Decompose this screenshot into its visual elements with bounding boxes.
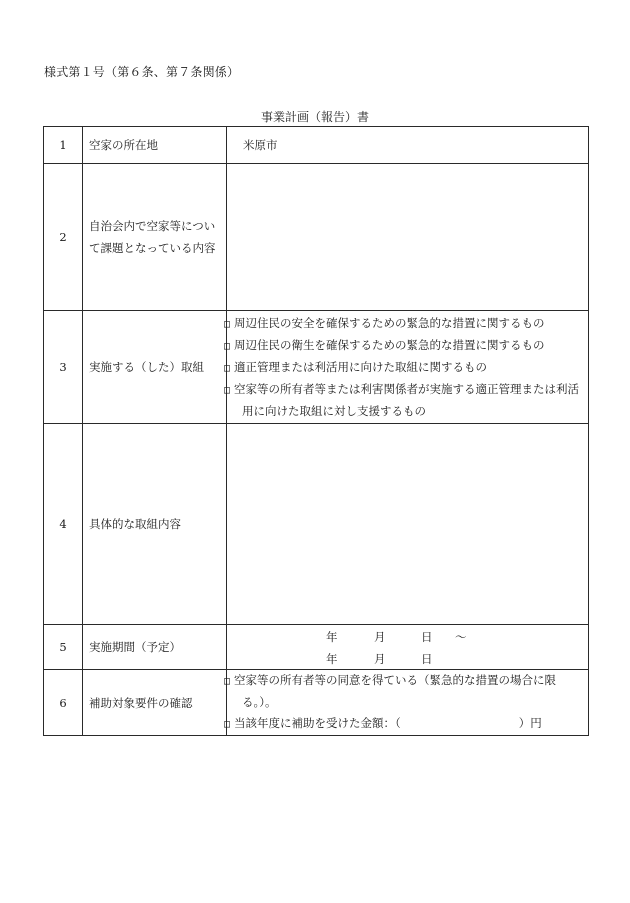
option-item: □ 周辺住民の安全を確保するための緊急的な措置に関するもの — [224, 315, 545, 330]
row-number: 5 — [44, 625, 83, 670]
table-row — [44, 424, 589, 625]
row-number: 6 — [44, 670, 83, 736]
row-label: 補助対象要件の確認 — [83, 670, 227, 736]
option-item: □ 適正管理または利活用に向けた取組に関するもの — [224, 359, 487, 374]
option-label: 周辺住民の安全を確保するための緊急的な措置に関するもの — [234, 315, 545, 330]
row-label: 実施期間（予定） — [83, 625, 227, 670]
table-row — [44, 625, 589, 670]
option-item: □ 空家等の所有者等または利害関係者が実施する適正管理または利活用に向けた取組に対し支援するもの — [224, 381, 579, 418]
row-label: 空家の所在地 — [83, 127, 227, 164]
month-unit: 月 — [374, 652, 386, 666]
option-label: 空家等の所有者等または利害関係者が実施する適正管理または利活用に向けた取組に対し支援するもの — [234, 381, 579, 418]
amount-label: 当該年度に補助を受けた金額：（ — [234, 716, 401, 730]
option-item: □ 当該年度に補助を受けた金額：（ ）円 — [224, 716, 542, 730]
row-number: 2 — [44, 164, 83, 311]
document-title: 事業計画（報告）書 — [260, 110, 369, 124]
initiative-options — [224, 311, 589, 424]
plan-table — [43, 126, 589, 736]
row-label-line: て課題となっている内容 — [89, 241, 216, 255]
address-value[interactable] — [227, 127, 589, 164]
amount-suffix: ）円 — [518, 716, 542, 730]
option-label: 適正管理または利活用に向けた取組に関するもの — [234, 359, 487, 374]
table-row — [44, 670, 589, 736]
row-label — [83, 164, 227, 311]
table-row — [44, 127, 589, 164]
row-number: 4 — [44, 424, 83, 625]
initiative-details-field[interactable] — [227, 424, 589, 625]
row-label: 具体的な取組内容 — [83, 424, 227, 625]
row-label: 実施する（した）取組 — [83, 311, 227, 424]
eligibility-check — [224, 670, 589, 736]
option-label: 空家等の所有者等の同意を得ている（緊急的な措置の場合に限る。）。 — [234, 673, 556, 709]
option-item: □ 空家等の所有者等の同意を得ている（緊急的な措置の場合に限る。）。 — [224, 673, 556, 709]
option-item: □ 周辺住民の衛生を確保するための緊急的な措置に関するもの — [224, 337, 545, 352]
period-end — [233, 647, 584, 669]
day-unit: 日 — [421, 630, 433, 644]
address-text: 米原市 — [243, 138, 278, 152]
period-start — [233, 625, 584, 647]
form-number: 様式第１号（第６条、第７条関係） — [44, 65, 240, 79]
row-number: 1 — [44, 127, 83, 164]
option-label: 周辺住民の衛生を確保するための緊急的な措置に関するもの — [234, 337, 545, 352]
issue-description-field[interactable] — [227, 164, 589, 311]
year-unit: 年 — [326, 652, 338, 666]
day-unit: 日 — [421, 652, 433, 666]
year-unit: 年 — [326, 630, 338, 644]
month-unit: 月 — [374, 630, 386, 644]
row-label-line: 自治会内で空家等につい — [89, 219, 216, 233]
implementation-period — [227, 625, 589, 670]
tilde-mark: ～ — [455, 630, 467, 644]
row-number: 3 — [44, 311, 83, 424]
table-row — [44, 164, 589, 311]
table-row — [44, 311, 589, 424]
